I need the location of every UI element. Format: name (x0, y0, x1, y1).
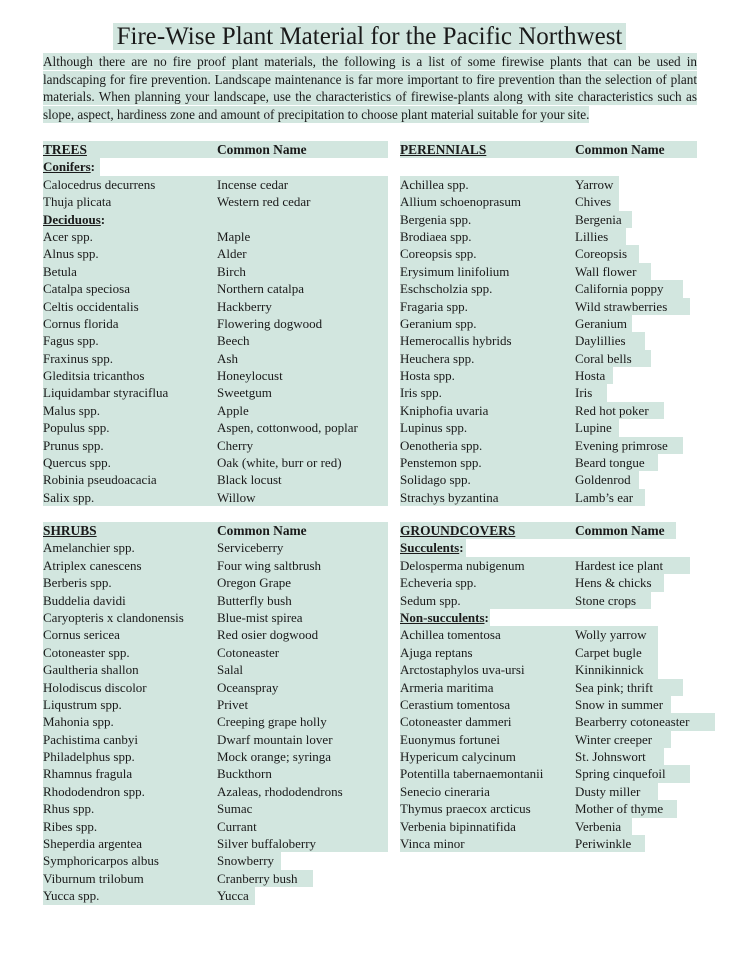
plant-row (400, 280, 697, 297)
common-name: Red hot poker (575, 402, 649, 418)
common-name: Four wing saltbrush (217, 557, 321, 573)
common-name: Iris (575, 385, 593, 401)
scientific-name: Arctostaphylos uva-ursi (400, 662, 525, 678)
plant-row (43, 471, 388, 488)
subheading-conifers-label: Conifers (43, 159, 91, 175)
section-title: PERENNIALS (400, 142, 487, 157)
plant-row (43, 454, 388, 471)
plant-row (43, 176, 388, 193)
scientific-name: Eschscholzia spp. (400, 281, 493, 297)
scientific-name: Heuchera spp. (400, 350, 475, 366)
scientific-name: Thymus praecox arcticus (400, 801, 531, 817)
plant-row (43, 280, 388, 297)
scientific-name: Iris spp. (400, 385, 442, 401)
plant-row (400, 696, 697, 713)
plant-row (43, 557, 388, 574)
scientific-name: Solidago spp. (400, 472, 471, 488)
trees-section (43, 141, 388, 506)
scientific-name: Achillea spp. (400, 176, 469, 192)
subheading-deciduous (43, 211, 388, 228)
scientific-name: Liqustrum spp. (43, 696, 122, 712)
common-name: Bearberry cotoneaster (575, 714, 690, 730)
common-name-header: Common Name (575, 523, 665, 538)
plant-row (43, 835, 388, 852)
common-name: St. Johnswort (575, 749, 646, 765)
plant-row (400, 626, 697, 643)
scientific-name: Fagus spp. (43, 333, 99, 349)
scientific-name: Malus spp. (43, 402, 101, 418)
scientific-name: Gleditsia tricanthos (43, 368, 145, 384)
plant-row (43, 870, 388, 887)
scientific-name: Caryopteris x clandonensis (43, 609, 184, 625)
plant-row (400, 419, 697, 436)
common-name: Hosta (575, 368, 606, 384)
scientific-name: Verbenia bipinnatifida (400, 818, 516, 834)
scientific-name: Coreopsis spp. (400, 246, 477, 262)
row-highlight (43, 263, 388, 280)
plant-row (43, 783, 388, 800)
plant-row (43, 245, 388, 262)
plant-row (43, 350, 388, 367)
common-name: Buckthorn (217, 766, 272, 782)
common-name: Privet (217, 696, 249, 712)
common-name: Spring cinquefoil (575, 766, 666, 782)
plant-row (43, 800, 388, 817)
scientific-name: Viburnum trilobum (43, 870, 144, 886)
plant-row (43, 574, 388, 591)
common-name: Maple (217, 228, 251, 244)
scientific-name: Cornus florida (43, 315, 119, 331)
shrubs-section (43, 522, 388, 905)
scientific-name: Alnus spp. (43, 246, 99, 262)
scientific-name: Penstemon spp. (400, 455, 482, 471)
common-name: Lamb’s ear (575, 489, 634, 505)
plant-row (43, 367, 388, 384)
plant-row (400, 783, 697, 800)
plant-row (400, 211, 697, 228)
common-name: Wall flower (575, 263, 637, 279)
plant-row (400, 228, 697, 245)
plant-row (43, 818, 388, 835)
subheading-succulents-text: Succulents: (400, 540, 464, 556)
scientific-name: Ajuga reptans (400, 644, 473, 660)
common-name: Geranium (575, 315, 627, 331)
plant-row (43, 193, 388, 210)
scientific-name: Erysimum linifolium (400, 263, 510, 279)
common-name: Yarrow (575, 176, 614, 192)
plant-row (400, 437, 697, 454)
common-name: Chives (575, 194, 612, 210)
perennials-header (400, 141, 697, 158)
common-name: Oceanspray (217, 679, 279, 695)
common-name: Flowering dogwood (217, 315, 323, 331)
plant-row (43, 887, 388, 904)
document-title: Fire-Wise Plant Material for the Pacific Northwest (113, 23, 627, 50)
plant-row (400, 367, 697, 384)
plant-row (43, 696, 388, 713)
plant-row (43, 852, 388, 869)
scientific-name: Delosperma nubigenum (400, 557, 525, 573)
scientific-name: Hypericum calycinum (400, 749, 516, 765)
plant-row (400, 454, 697, 471)
scientific-name: Senecio cineraria (400, 783, 490, 799)
plant-row (43, 489, 388, 506)
plant-row (43, 731, 388, 748)
scientific-name: Populus spp. (43, 420, 110, 436)
common-name: Currant (217, 818, 257, 834)
intro-paragraph (43, 53, 697, 123)
common-name: Serviceberry (217, 540, 284, 556)
scientific-name: Atriplex canescens (43, 557, 142, 573)
scientific-name: Sheperdia argentea (43, 836, 143, 852)
common-name: Red osier dogwood (217, 627, 319, 643)
scientific-name: Pachistima canbyi (43, 731, 138, 747)
scientific-name: Sedum spp. (400, 592, 461, 608)
scientific-name: Euonymus fortunei (400, 731, 501, 747)
common-name: Aspen, cottonwood, poplar (217, 420, 358, 436)
plant-row (43, 384, 388, 401)
common-name: Oregon Grape (217, 575, 291, 591)
subheading-non-succulents-text: Non-succulents: (400, 609, 489, 625)
subheading-conifers (43, 158, 388, 175)
common-name: Cherry (217, 437, 254, 453)
common-name: Western red cedar (217, 194, 311, 210)
scientific-name: Hosta spp. (400, 368, 455, 384)
common-name: Snowberry (217, 853, 275, 869)
common-name: Yucca (217, 888, 249, 904)
plant-row (43, 402, 388, 419)
shrubs-header (43, 522, 388, 539)
common-name: Birch (217, 263, 246, 279)
scientific-name: Fragaria spp. (400, 298, 468, 314)
groundcovers-header (400, 522, 697, 539)
common-name: Beard tongue (575, 455, 645, 471)
plant-row (400, 384, 697, 401)
scientific-name: Betula (43, 263, 77, 279)
common-name: Dwarf mountain lover (217, 731, 333, 747)
scientific-name: Rhamnus fragula (43, 766, 133, 782)
scientific-name: Cerastium tomentosa (400, 696, 511, 712)
plant-row (400, 298, 697, 315)
common-name: Winter creeper (575, 731, 653, 747)
scientific-name: Philadelphus spp. (43, 749, 135, 765)
plant-row (43, 539, 388, 556)
perennials-section (400, 141, 697, 506)
scientific-name: Cotoneaster dammeri (400, 714, 512, 730)
plant-row (400, 263, 697, 280)
scientific-name: Rhododendron spp. (43, 783, 145, 799)
common-name: Black locust (217, 472, 282, 488)
scientific-name: Celtis occidentalis (43, 298, 139, 314)
common-name: Sumac (217, 801, 253, 817)
common-name: Honeylocust (217, 368, 283, 384)
plant-row (400, 644, 697, 661)
common-name: Mother of thyme (575, 801, 664, 817)
plant-row (400, 557, 697, 574)
plant-row (43, 419, 388, 436)
common-name: Evening primrose (575, 437, 668, 453)
plant-row (400, 835, 697, 852)
common-name: Coreopsis (575, 246, 627, 262)
common-name: Wolly yarrow (575, 627, 647, 643)
groundcovers-section (400, 522, 697, 852)
plant-row (400, 592, 697, 609)
plant-row (400, 748, 697, 765)
plant-row (43, 592, 388, 609)
common-name: Sweetgum (217, 385, 272, 401)
scientific-name: Hemerocallis hybrids (400, 333, 512, 349)
common-name: Lillies (575, 228, 609, 244)
common-name: Creeping grape holly (217, 714, 327, 730)
common-name: Blue-mist spirea (217, 609, 303, 625)
subheading-succulents-label: Succulents (400, 540, 460, 556)
common-name: Butterfly bush (217, 592, 292, 608)
scientific-name: Prunus spp. (43, 437, 104, 453)
plant-row (400, 679, 697, 696)
scientific-name: Symphoricarpos albus (43, 853, 159, 869)
plant-row (43, 315, 388, 332)
scientific-name: Holodiscus discolor (43, 679, 147, 695)
scientific-name: Mahonia spp. (43, 714, 114, 730)
scientific-name: Geranium spp. (400, 315, 477, 331)
common-name: Beech (217, 333, 250, 349)
common-name: Apple (217, 402, 249, 418)
common-name: Incense cedar (217, 176, 289, 192)
plant-row (43, 765, 388, 782)
scientific-name: Brodiaea spp. (400, 228, 472, 244)
plant-row (43, 298, 388, 315)
common-name: Dusty miller (575, 783, 641, 799)
plant-row (400, 315, 697, 332)
scientific-name: Cornus sericea (43, 627, 120, 643)
common-name: Goldenrod (575, 472, 631, 488)
plant-row (400, 489, 697, 506)
common-name: Kinnikinnick (575, 662, 644, 678)
plant-row (400, 402, 697, 419)
scientific-name: Buddelia davidi (43, 592, 126, 608)
scientific-name: Liquidambar styraciflua (43, 385, 169, 401)
row-highlight (43, 489, 388, 506)
common-name: Willow (217, 489, 256, 505)
common-name: Wild strawberries (575, 298, 668, 314)
scientific-name: Thuja plicata (43, 194, 112, 210)
scientific-name: Gaultheria shallon (43, 662, 139, 678)
subheading-succulents (400, 539, 697, 556)
common-name: Carpet bugle (575, 644, 642, 660)
scientific-name: Lupinus spp. (400, 420, 468, 436)
plant-row (400, 176, 697, 193)
common-name: Salal (217, 662, 243, 678)
plant-row (43, 228, 388, 245)
common-name: Mock orange; syringa (217, 749, 332, 765)
common-name: Snow in summer (575, 696, 664, 712)
common-name: Northern catalpa (217, 281, 304, 297)
plant-row (400, 713, 697, 730)
common-name: Ash (217, 350, 238, 366)
scientific-name: Strachys byzantina (400, 489, 499, 505)
plant-row (400, 193, 697, 210)
section-title: GROUNDCOVERS (400, 523, 516, 538)
blank-row (400, 158, 697, 175)
scientific-name: Acer spp. (43, 228, 93, 244)
common-name: Hackberry (217, 298, 272, 314)
subheading-conifers-text: Conifers: (43, 159, 96, 175)
scientific-name: Robinia pseudoacacia (43, 472, 157, 488)
subheading-deciduous-label: Deciduous (43, 211, 101, 227)
plant-row (400, 765, 697, 782)
scientific-name: Echeveria spp. (400, 575, 477, 591)
plant-row (400, 471, 697, 488)
plant-row (400, 245, 697, 262)
document-title-block (0, 22, 739, 52)
common-name-header: Common Name (217, 142, 307, 157)
plant-row (400, 661, 697, 678)
common-name: Hardest ice plant (575, 557, 664, 573)
plant-row (43, 609, 388, 626)
scientific-name: Kniphofia uvaria (400, 402, 489, 418)
common-name: Hens & chicks (575, 575, 652, 591)
plant-row (43, 661, 388, 678)
scientific-name: Ribes spp. (43, 818, 98, 834)
plant-row (43, 748, 388, 765)
plant-row (43, 679, 388, 696)
plant-row (43, 644, 388, 661)
plant-row (400, 731, 697, 748)
common-name: Sea pink; thrift (575, 679, 653, 695)
subheading-deciduous-text: Deciduous: (43, 211, 106, 227)
plant-row (400, 800, 697, 817)
scientific-name: Allium schoenoprasum (400, 194, 521, 210)
scientific-name: Achillea tomentosa (400, 627, 501, 643)
common-name: Alder (217, 246, 247, 262)
scientific-name: Calocedrus decurrens (43, 176, 156, 192)
scientific-name: Armeria maritima (400, 679, 494, 695)
plant-row (400, 818, 697, 835)
scientific-name: Vinca minor (400, 836, 465, 852)
common-name: Lupine (575, 420, 612, 436)
scientific-name: Quercus spp. (43, 455, 111, 471)
common-name: Daylillies (575, 333, 626, 349)
scientific-name: Salix spp. (43, 489, 95, 505)
intro-text: Although there are no fire proof plant materials, the following is a list of some firewise plants that can be used in landscaping for fire prevention. Landscape maintenance is far more important to fire prevention than the selection of plant materials. When planning your landscape, use the characteristics of firewise-plants along with site characteristics such as slope, aspect, hardiness zone and amount of precipitation to choose plant material suitable for your site. (43, 54, 697, 122)
plant-row (400, 332, 697, 349)
common-name: Cranberry bush (217, 870, 298, 886)
plant-row (43, 713, 388, 730)
scientific-name: Cotoneaster spp. (43, 644, 130, 660)
trees-header (43, 141, 388, 158)
plant-row (43, 437, 388, 454)
scientific-name: Yucca spp. (43, 888, 100, 904)
scientific-name: Potentilla tabernaemontanii (400, 766, 544, 782)
common-name: Cotoneaster (217, 644, 280, 660)
common-name-header: Common Name (217, 523, 307, 538)
common-name: Azaleas, rhododendrons (217, 783, 343, 799)
plant-row (43, 626, 388, 643)
common-name: Stone crops (575, 592, 637, 608)
plant-row (43, 332, 388, 349)
scientific-name: Rhus spp. (43, 801, 95, 817)
common-name-header: Common Name (575, 142, 665, 157)
common-name: Bergenia (575, 211, 622, 227)
scientific-name: Oenotheria spp. (400, 437, 483, 453)
section-title: TREES (43, 142, 87, 157)
plant-row (400, 574, 697, 591)
scientific-name: Bergenia spp. (400, 211, 472, 227)
subheading-non-succulents-label: Non-succulents (400, 609, 485, 625)
scientific-name: Amelanchier spp. (43, 540, 135, 556)
plant-row (400, 350, 697, 367)
common-name: Silver buffaloberry (217, 836, 317, 852)
scientific-name: Catalpa speciosa (43, 281, 130, 297)
scientific-name: Berberis spp. (43, 575, 112, 591)
common-name: Oak (white, burr or red) (217, 455, 342, 471)
row-highlight (43, 800, 388, 817)
common-name: Periwinkle (575, 836, 632, 852)
plant-row (43, 263, 388, 280)
subheading-non-succulents (400, 609, 697, 626)
section-title: SHRUBS (43, 523, 97, 538)
common-name: Coral bells (575, 350, 632, 366)
scientific-name: Fraxinus spp. (43, 350, 114, 366)
common-name: California poppy (575, 281, 664, 297)
common-name: Verbenia (575, 818, 622, 834)
row-highlight (43, 228, 388, 245)
